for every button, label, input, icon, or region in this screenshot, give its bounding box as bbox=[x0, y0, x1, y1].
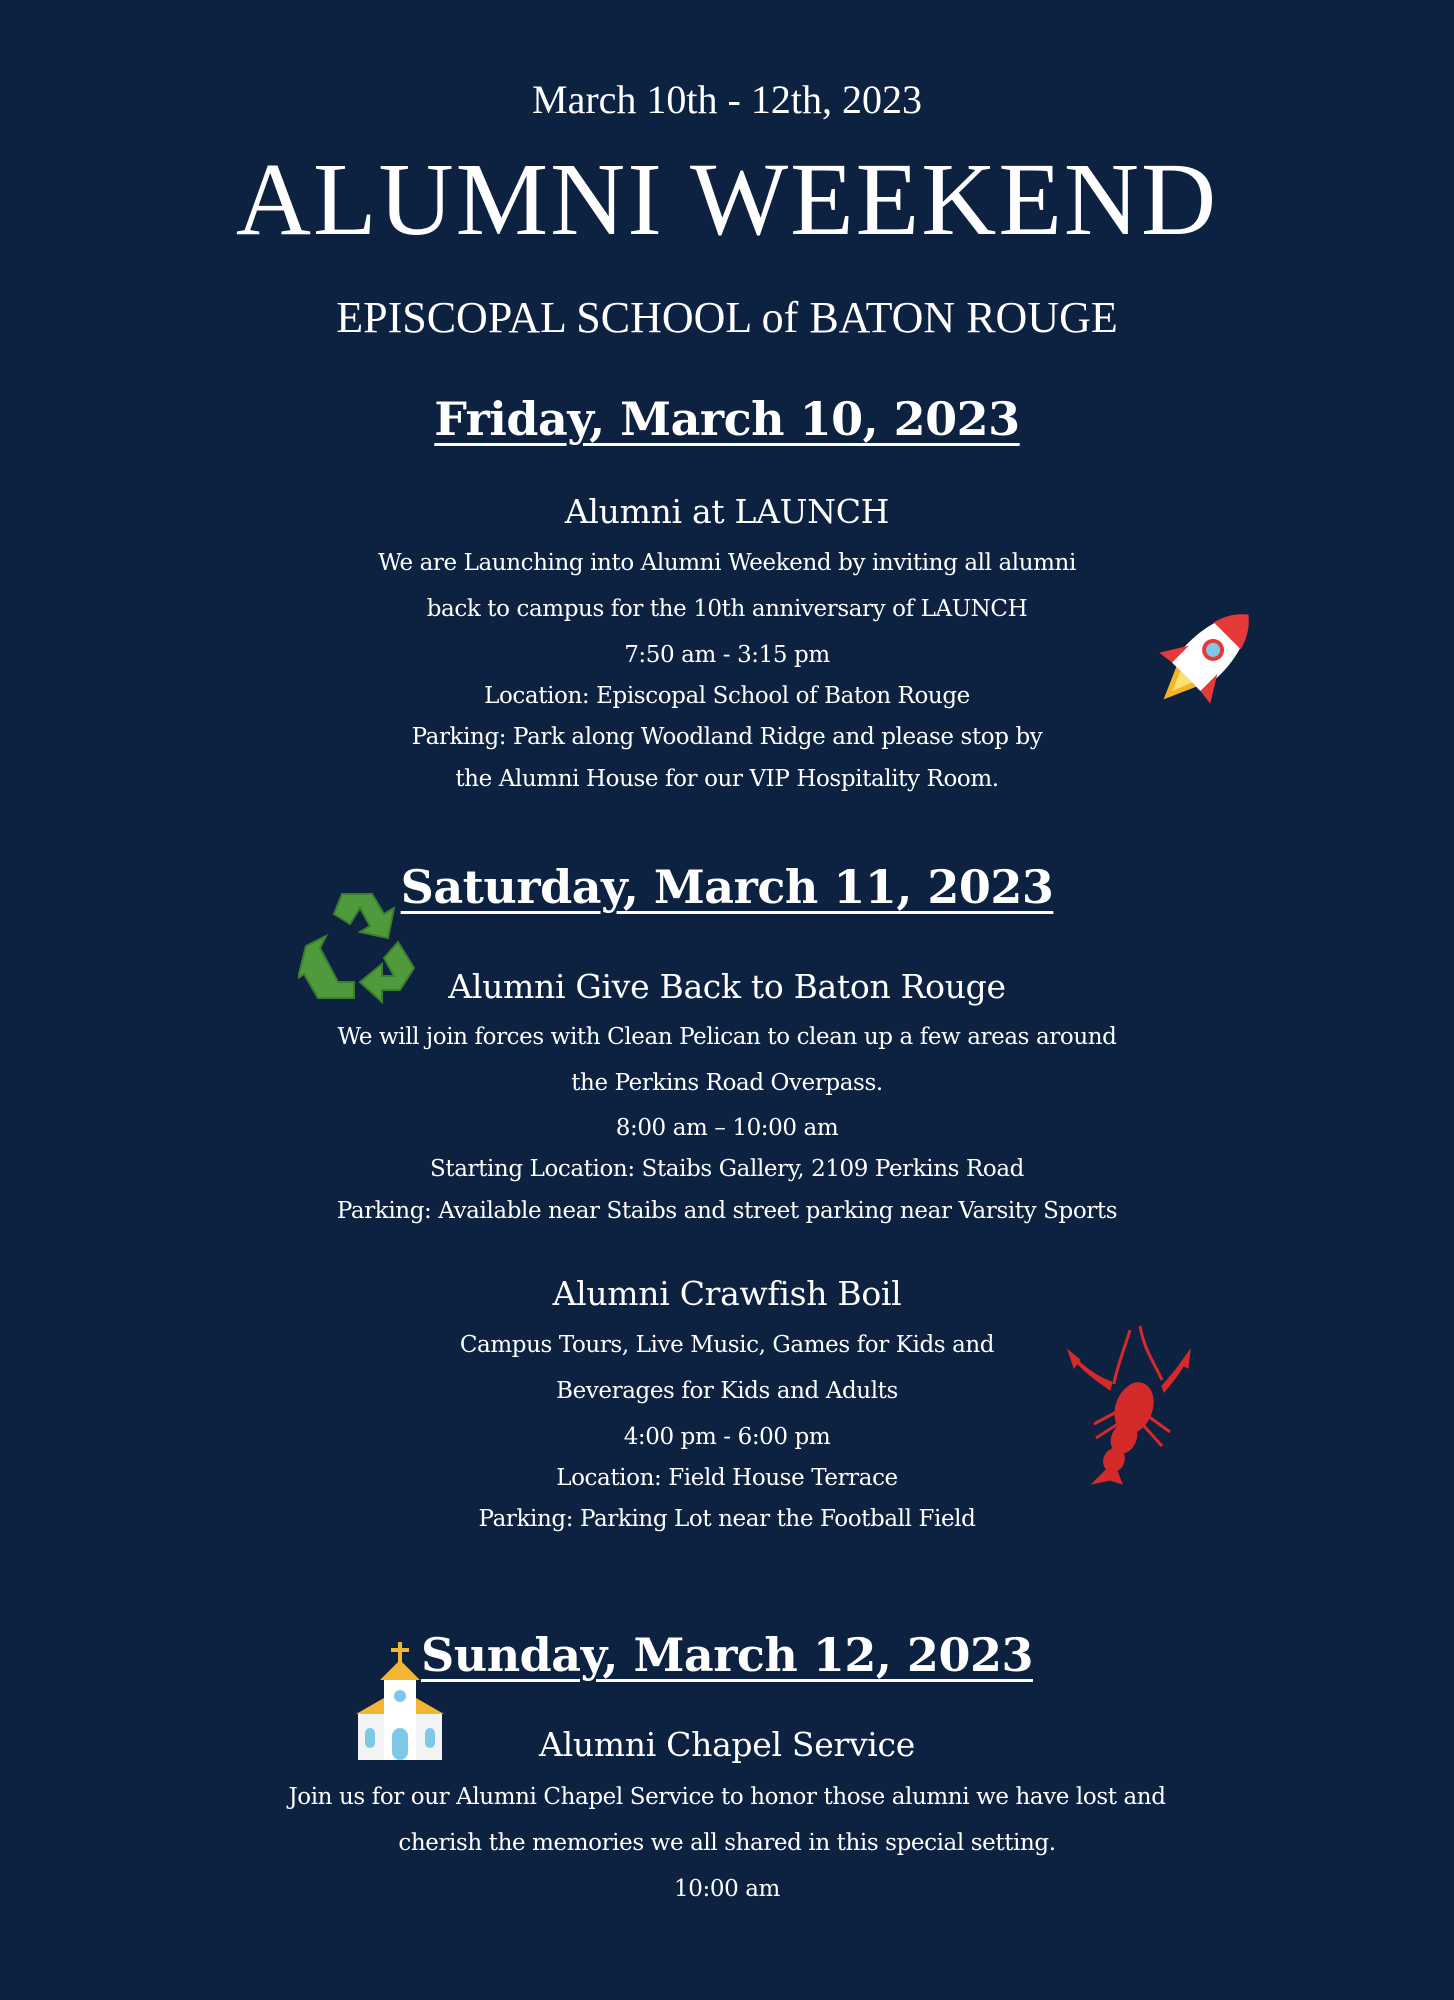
giveback-location: Starting Location: Staibs Gallery, 2109 Perkins Road bbox=[430, 1156, 1024, 1182]
chapel-icon bbox=[354, 1640, 446, 1762]
launch-desc-line: back to campus for the 10th anniversary of LAUNCH bbox=[426, 596, 1028, 622]
friday-heading: Friday, March 10, 2023 bbox=[434, 392, 1020, 446]
saturday-heading: Saturday, March 11, 2023 bbox=[400, 860, 1054, 914]
event-dates: March 10th - 12th, 2023 bbox=[532, 77, 922, 122]
giveback-desc-line: We will join forces with Clean Pelican to clean up a few areas around bbox=[337, 1024, 1117, 1050]
school-name: EPISCOPAL SCHOOL of BATON ROUGE bbox=[336, 293, 1118, 342]
giveback-event-title: Alumni Give Back to Baton Rouge bbox=[448, 967, 1006, 1006]
chapel-time: 10:00 am bbox=[674, 1876, 780, 1902]
launch-parking: Parking: Park along Woodland Ridge and please stop by bbox=[411, 724, 1043, 750]
sunday-heading: Sunday, March 12, 2023 bbox=[421, 1628, 1033, 1682]
launch-time: 7:50 am - 3:15 pm bbox=[624, 642, 830, 668]
rocket-icon bbox=[1136, 595, 1276, 720]
launch-parking-line: the Alumni House for our VIP Hospitality Room. bbox=[455, 766, 999, 792]
recycle-icon bbox=[298, 886, 422, 1004]
crawfish-event-title: Alumni Crawfish Boil bbox=[552, 1274, 902, 1313]
crawfish-location: Location: Field House Terrace bbox=[556, 1465, 898, 1491]
launch-desc-line: We are Launching into Alumni Weekend by inviting all alumni bbox=[378, 550, 1076, 576]
launch-location: Location: Episcopal School of Baton Rouge bbox=[484, 683, 970, 709]
crawfish-time: 4:00 pm - 6:00 pm bbox=[623, 1424, 831, 1450]
launch-event-title: Alumni at LAUNCH bbox=[564, 492, 890, 531]
page-title: ALUMNI WEEKEND bbox=[235, 142, 1219, 257]
giveback-parking: Parking: Available near Staibs and street parking near Varsity Sports bbox=[336, 1198, 1118, 1224]
giveback-time: 8:00 am – 10:00 am bbox=[615, 1115, 839, 1141]
crawfish-desc-line: Beverages for Kids and Adults bbox=[556, 1378, 898, 1404]
crawfish-icon bbox=[1064, 1320, 1194, 1486]
chapel-desc-line: Join us for our Alumni Chapel Service to honor those alumni we have lost and bbox=[288, 1784, 1166, 1810]
crawfish-desc-line: Campus Tours, Live Music, Games for Kids and bbox=[459, 1332, 995, 1358]
crawfish-parking: Parking: Parking Lot near the Football Field bbox=[478, 1506, 976, 1532]
giveback-desc-line: the Perkins Road Overpass. bbox=[571, 1070, 883, 1096]
chapel-desc-line: cherish the memories we all shared in this special setting. bbox=[398, 1830, 1056, 1856]
chapel-event-title: Alumni Chapel Service bbox=[539, 1725, 915, 1764]
